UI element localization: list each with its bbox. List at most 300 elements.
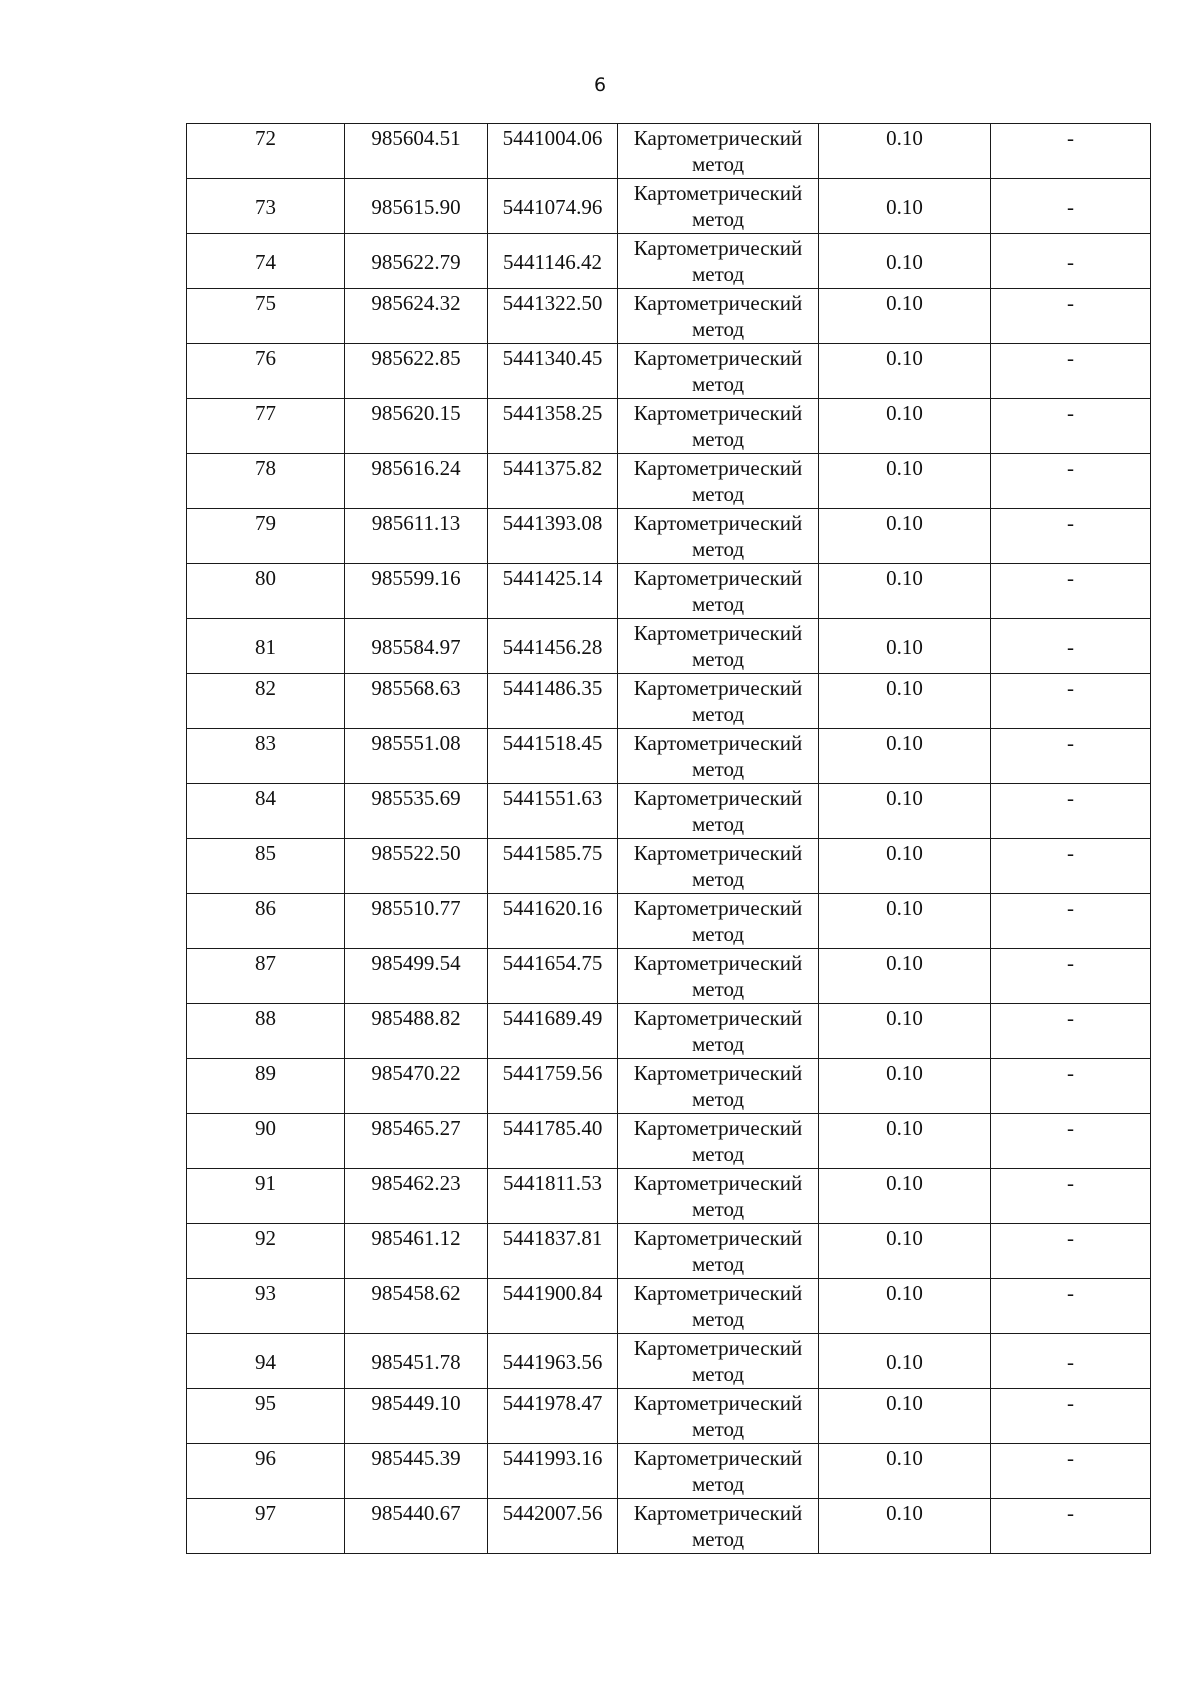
cell-x-coordinate [345,674,488,729]
cell-point-number-text: 75 [255,291,276,315]
cell-point-number [187,674,345,729]
cell-y-coordinate [488,454,618,509]
cell-accuracy [819,1004,991,1059]
cell-y-coordinate [488,1334,618,1389]
cell-point-number [187,1334,345,1389]
cell-x-coordinate-text: 985440.67 [371,1501,461,1525]
table-row [187,1114,1151,1169]
cell-y-coordinate-text: 5441146.42 [503,249,602,274]
cell-method-text: Картометрический метод [633,566,803,616]
cell-x-coordinate [345,399,488,454]
cell-point-number [187,1004,345,1059]
cell-point-number [187,234,345,289]
cell-accuracy [819,1279,991,1334]
cell-method [618,894,819,949]
cell-point-number [187,1224,345,1279]
cell-note-text: - [1067,126,1074,150]
cell-note-text: - [1067,1226,1074,1250]
cell-point-number [187,509,345,564]
cell-point-number [187,564,345,619]
cell-accuracy [819,1389,991,1444]
cell-x-coordinate [345,124,488,179]
cell-y-coordinate-text: 5441322.50 [502,291,603,315]
cell-point-number-text: 85 [255,841,276,865]
cell-accuracy [819,949,991,1004]
cell-method-text: Картометрический метод [633,786,803,836]
cell-accuracy-text: 0.10 [886,634,923,659]
cell-point-number [187,454,345,509]
cell-accuracy [819,124,991,179]
cell-note-text: - [1067,194,1074,219]
cell-y-coordinate-text: 5441689.49 [502,1006,603,1030]
cell-y-coordinate [488,1169,618,1224]
cell-method [618,1334,819,1389]
cell-note-text: - [1067,456,1074,480]
cell-x-coordinate [345,839,488,894]
cell-x-coordinate-text: 985622.79 [371,249,461,274]
cell-accuracy-text: 0.10 [886,1349,923,1374]
cell-method-text: Картометрический метод [633,676,803,726]
table-row [187,894,1151,949]
cell-method [618,289,819,344]
cell-method-text: Картометрический метод [633,1446,803,1496]
cell-accuracy [819,1224,991,1279]
cell-y-coordinate-text: 5441340.45 [502,346,603,370]
cell-accuracy [819,1169,991,1224]
cell-x-coordinate [345,289,488,344]
cell-x-coordinate-text: 985551.08 [371,731,461,755]
cell-y-coordinate-text: 5441978.47 [502,1391,603,1415]
cell-point-number [187,894,345,949]
cell-note [991,894,1151,949]
cell-x-coordinate [345,729,488,784]
cell-method [618,1114,819,1169]
table-row [187,454,1151,509]
cell-y-coordinate-text: 5441518.45 [502,731,603,755]
cell-point-number-text: 91 [255,1171,276,1195]
cell-y-coordinate-text: 5441486.35 [502,676,603,700]
cell-point-number-text: 93 [255,1281,276,1305]
cell-point-number-text: 83 [255,731,276,755]
cell-note-text: - [1067,1349,1074,1374]
cell-accuracy-text: 0.10 [886,1281,923,1305]
cell-y-coordinate [488,1389,618,1444]
cell-point-number [187,1444,345,1499]
cell-point-number [187,729,345,784]
cell-y-coordinate-text: 5441620.16 [502,896,603,920]
cell-y-coordinate-text: 5441759.56 [502,1061,603,1085]
cell-method [618,399,819,454]
table-row [187,949,1151,1004]
cell-x-coordinate-text: 985535.69 [371,786,461,810]
table-row [187,1279,1151,1334]
cell-method-text: Картометрический метод [633,1006,803,1056]
cell-x-coordinate [345,179,488,234]
cell-point-number-text: 97 [255,1501,276,1525]
cell-x-coordinate-text: 985611.13 [371,511,461,535]
cell-method [618,564,819,619]
table-row [187,1499,1151,1554]
cell-point-number-text: 95 [255,1391,276,1415]
cell-x-coordinate-text: 985462.23 [371,1171,461,1195]
cell-y-coordinate-text: 5441358.25 [502,401,603,425]
cell-note [991,1059,1151,1114]
cell-x-coordinate-text: 985624.32 [371,291,461,315]
page-number: 6 [593,74,607,96]
cell-x-coordinate [345,784,488,839]
cell-y-coordinate-text: 5441963.56 [502,1349,603,1374]
cell-x-coordinate-text: 985451.78 [371,1349,461,1374]
cell-point-number-text: 81 [255,634,276,659]
cell-method [618,1004,819,1059]
cell-note-text: - [1067,951,1074,975]
cell-x-coordinate [345,1004,488,1059]
cell-x-coordinate-text: 985461.12 [371,1226,461,1250]
cell-note [991,1169,1151,1224]
cell-accuracy-text: 0.10 [886,896,923,920]
cell-y-coordinate-text: 5441811.53 [503,1171,602,1195]
cell-x-coordinate-text: 985599.16 [371,566,461,590]
cell-method-text: Картометрический метод [633,1501,803,1551]
cell-y-coordinate-text: 5441074.96 [502,194,603,219]
cell-note [991,1389,1151,1444]
cell-y-coordinate-text: 5441375.82 [502,456,603,480]
cell-point-number-text: 92 [255,1226,276,1250]
cell-method [618,619,819,674]
cell-x-coordinate-text: 985522.50 [371,841,461,865]
cell-point-number [187,399,345,454]
cell-y-coordinate [488,509,618,564]
cell-x-coordinate-text: 985622.85 [371,346,461,370]
cell-method-text: Картометрический метод [633,291,803,341]
cell-method-text: Картометрический метод [633,1226,803,1276]
cell-point-number [187,179,345,234]
cell-note-text: - [1067,1116,1074,1140]
cell-y-coordinate [488,729,618,784]
cell-accuracy-text: 0.10 [886,126,923,150]
cell-note-text: - [1067,401,1074,425]
cell-point-number-text: 78 [255,456,276,480]
cell-note-text: - [1067,346,1074,370]
cell-point-number-text: 76 [255,346,276,370]
cell-accuracy-text: 0.10 [886,1006,923,1030]
cell-note [991,1279,1151,1334]
cell-x-coordinate-text: 985615.90 [371,194,461,219]
cell-method-text: Картометрический метод [633,181,803,231]
cell-accuracy-text: 0.10 [886,511,923,535]
cell-y-coordinate [488,1059,618,1114]
cell-point-number [187,1279,345,1334]
cell-y-coordinate-text: 5441425.14 [502,566,603,590]
cell-method [618,949,819,1004]
cell-y-coordinate [488,894,618,949]
cell-method-text: Картометрический метод [633,401,803,451]
cell-point-number-text: 88 [255,1006,276,1030]
cell-y-coordinate [488,949,618,1004]
cell-method-text: Картометрический метод [633,236,803,286]
cell-note-text: - [1067,1006,1074,1030]
cell-accuracy [819,454,991,509]
table-row [187,509,1151,564]
cell-point-number [187,784,345,839]
cell-accuracy-text: 0.10 [886,566,923,590]
cell-y-coordinate-text: 5441993.16 [502,1446,603,1470]
cell-point-number-text: 80 [255,566,276,590]
cell-x-coordinate [345,619,488,674]
cell-x-coordinate [345,1334,488,1389]
cell-method [618,124,819,179]
cell-accuracy-text: 0.10 [886,1501,923,1525]
cell-accuracy-text: 0.10 [886,401,923,425]
cell-note [991,1444,1151,1499]
cell-method-text: Картометрический метод [633,951,803,1001]
cell-point-number-text: 87 [255,951,276,975]
cell-accuracy [819,784,991,839]
cell-note [991,1499,1151,1554]
cell-y-coordinate [488,564,618,619]
cell-point-number [187,1059,345,1114]
cell-x-coordinate-text: 985616.24 [371,456,461,480]
cell-y-coordinate-text: 5441551.63 [502,786,603,810]
cell-y-coordinate [488,674,618,729]
cell-y-coordinate [488,289,618,344]
cell-accuracy [819,894,991,949]
cell-x-coordinate-text: 985620.15 [371,401,461,425]
cell-y-coordinate [488,784,618,839]
cell-note [991,179,1151,234]
cell-x-coordinate [345,454,488,509]
table-row [187,619,1151,674]
cell-point-number-text: 79 [255,511,276,535]
cell-accuracy-text: 0.10 [886,1116,923,1140]
cell-accuracy-text: 0.10 [886,841,923,865]
cell-note-text: - [1067,731,1074,755]
cell-note-text: - [1067,1061,1074,1085]
cell-note [991,454,1151,509]
coordinates-table-body [187,124,1151,1554]
cell-note-text: - [1067,566,1074,590]
table-row [187,289,1151,344]
cell-note [991,949,1151,1004]
cell-note-text: - [1067,511,1074,535]
cell-method [618,179,819,234]
cell-note [991,509,1151,564]
table-row [187,124,1151,179]
cell-note-text: - [1067,676,1074,700]
cell-x-coordinate-text: 985604.51 [371,126,461,150]
cell-x-coordinate-text: 985465.27 [371,1116,461,1140]
cell-note [991,1224,1151,1279]
table-row [187,1059,1151,1114]
cell-y-coordinate [488,124,618,179]
cell-y-coordinate [488,234,618,289]
cell-y-coordinate [488,619,618,674]
cell-x-coordinate-text: 985449.10 [371,1391,461,1415]
cell-point-number-text: 86 [255,896,276,920]
cell-accuracy [819,289,991,344]
cell-accuracy [819,179,991,234]
cell-x-coordinate [345,1444,488,1499]
table-row [187,564,1151,619]
cell-method [618,729,819,784]
cell-y-coordinate [488,1224,618,1279]
table-row [187,1334,1151,1389]
cell-method [618,344,819,399]
cell-method-text: Картометрический метод [633,511,803,561]
cell-accuracy [819,1114,991,1169]
cell-method [618,1279,819,1334]
cell-x-coordinate [345,564,488,619]
cell-point-number [187,289,345,344]
cell-method [618,1499,819,1554]
cell-x-coordinate [345,1499,488,1554]
cell-point-number-text: 77 [255,401,276,425]
cell-method [618,1059,819,1114]
cell-method [618,234,819,289]
table-row [187,399,1151,454]
cell-point-number-text: 82 [255,676,276,700]
cell-method-text: Картометрический метод [633,1391,803,1441]
table-row [187,1444,1151,1499]
cell-method-text: Картометрический метод [633,896,803,946]
cell-accuracy [819,1334,991,1389]
cell-accuracy [819,399,991,454]
cell-method-text: Картометрический метод [633,456,803,506]
cell-method [618,1389,819,1444]
cell-x-coordinate [345,1389,488,1444]
cell-x-coordinate-text: 985488.82 [371,1006,461,1030]
cell-y-coordinate-text: 5441585.75 [502,841,603,865]
cell-note [991,839,1151,894]
cell-point-number-text: 89 [255,1061,276,1085]
cell-note [991,1334,1151,1389]
cell-note-text: - [1067,291,1074,315]
cell-point-number-text: 72 [255,126,276,150]
table-row [187,784,1151,839]
cell-accuracy [819,1444,991,1499]
cell-note [991,1114,1151,1169]
cell-x-coordinate [345,1224,488,1279]
cell-x-coordinate [345,1279,488,1334]
cell-y-coordinate [488,839,618,894]
cell-y-coordinate-text: 5441004.06 [502,126,603,150]
cell-accuracy-text: 0.10 [886,786,923,810]
cell-note [991,784,1151,839]
cell-accuracy [819,619,991,674]
cell-note [991,344,1151,399]
cell-x-coordinate-text: 985445.39 [371,1446,461,1470]
cell-point-number-text: 90 [255,1116,276,1140]
cell-note [991,619,1151,674]
table-row [187,1004,1151,1059]
cell-method-text: Картометрический метод [633,1336,803,1386]
cell-note-text: - [1067,1446,1074,1470]
cell-note-text: - [1067,1281,1074,1305]
cell-y-coordinate-text: 5441393.08 [502,511,603,535]
cell-note [991,729,1151,784]
cell-accuracy-text: 0.10 [886,1446,923,1470]
cell-x-coordinate [345,344,488,399]
cell-y-coordinate-text: 5441837.81 [502,1226,603,1250]
cell-accuracy-text: 0.10 [886,456,923,480]
cell-point-number [187,949,345,1004]
cell-point-number-text: 94 [255,1349,276,1374]
cell-point-number [187,344,345,399]
cell-point-number [187,619,345,674]
cell-y-coordinate-text: 5441654.75 [502,951,603,975]
table-row [187,674,1151,729]
cell-accuracy-text: 0.10 [886,1226,923,1250]
cell-y-coordinate [488,1444,618,1499]
cell-accuracy [819,1499,991,1554]
cell-y-coordinate [488,1114,618,1169]
cell-x-coordinate [345,1114,488,1169]
cell-accuracy [819,839,991,894]
table-row [187,1389,1151,1444]
cell-method-text: Картометрический метод [633,621,803,671]
cell-accuracy [819,729,991,784]
cell-x-coordinate [345,894,488,949]
cell-y-coordinate [488,179,618,234]
cell-y-coordinate [488,1279,618,1334]
cell-note [991,1004,1151,1059]
cell-note-text: - [1067,896,1074,920]
cell-method-text: Картометрический метод [633,126,803,176]
cell-accuracy-text: 0.10 [886,291,923,315]
cell-x-coordinate-text: 985568.63 [371,676,461,700]
table-row [187,344,1151,399]
cell-method [618,674,819,729]
cell-note [991,564,1151,619]
cell-method-text: Картометрический метод [633,1061,803,1111]
cell-method-text: Картометрический метод [633,1116,803,1166]
cell-note [991,674,1151,729]
cell-point-number-text: 96 [255,1446,276,1470]
cell-method [618,454,819,509]
cell-accuracy-text: 0.10 [886,1171,923,1195]
cell-y-coordinate-text: 5441785.40 [502,1116,603,1140]
cell-y-coordinate [488,1004,618,1059]
cell-x-coordinate-text: 985458.62 [371,1281,461,1305]
cell-method [618,839,819,894]
cell-x-coordinate-text: 985470.22 [371,1061,461,1085]
table-row [187,234,1151,289]
cell-x-coordinate-text: 985510.77 [371,896,461,920]
cell-point-number-text: 84 [255,786,276,810]
cell-y-coordinate-text: 5441900.84 [502,1281,603,1305]
cell-point-number [187,1499,345,1554]
cell-accuracy [819,674,991,729]
cell-y-coordinate-text: 5441456.28 [502,634,603,659]
cell-x-coordinate [345,234,488,289]
cell-note-text: - [1067,249,1074,274]
cell-method-text: Картометрический метод [633,346,803,396]
cell-method [618,1224,819,1279]
cell-method-text: Картометрический метод [633,731,803,781]
cell-x-coordinate-text: 985499.54 [371,951,461,975]
cell-note [991,289,1151,344]
cell-x-coordinate [345,509,488,564]
cell-accuracy-text: 0.10 [886,249,923,274]
cell-method-text: Картометрический метод [633,1171,803,1221]
table-row [187,179,1151,234]
cell-accuracy-text: 0.10 [886,1391,923,1415]
cell-y-coordinate [488,1499,618,1554]
cell-point-number [187,1389,345,1444]
cell-x-coordinate [345,1059,488,1114]
cell-point-number-text: 73 [255,194,276,219]
cell-note-text: - [1067,786,1074,810]
